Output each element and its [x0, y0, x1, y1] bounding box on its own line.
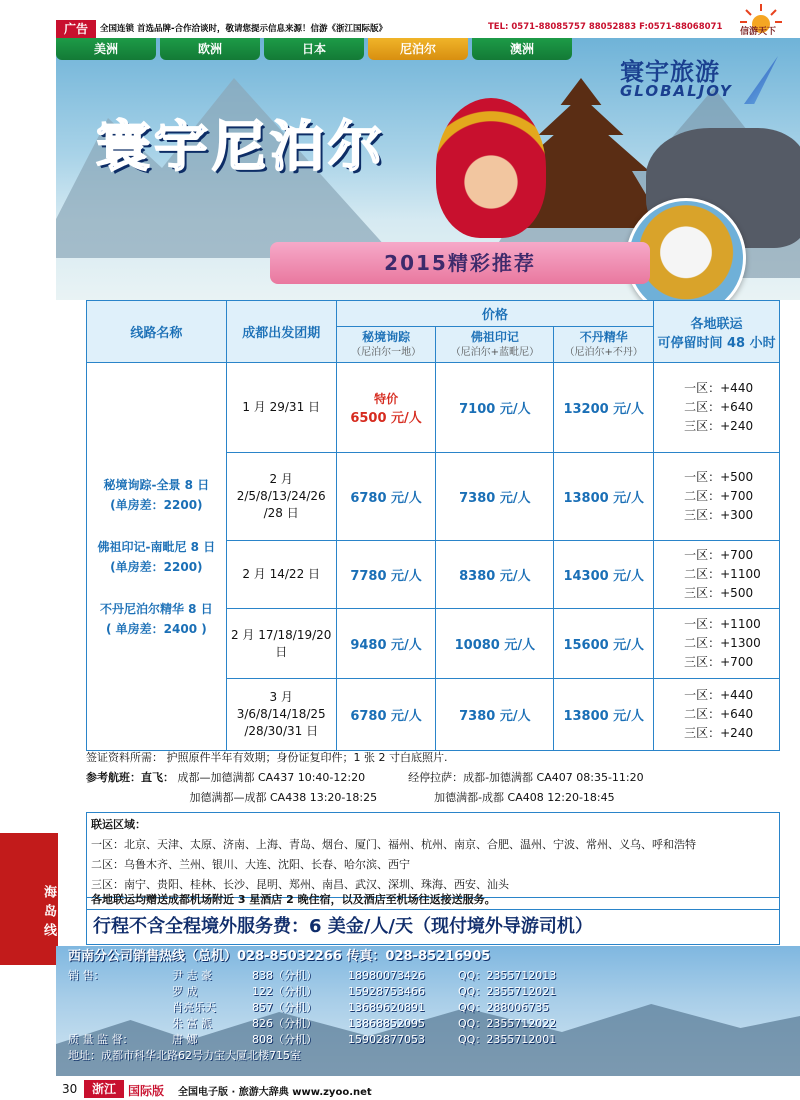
contact-mobile[interactable]: 13689620891: [348, 1001, 425, 1014]
contact-name: 尹 志 豪: [172, 969, 212, 982]
col-price-3: [554, 327, 654, 363]
contact-qq: QQ：2355712001: [458, 1033, 557, 1046]
recommend-banner: 2015精彩推荐: [270, 242, 650, 284]
extra-fee-cell: [654, 453, 780, 541]
col-price: 价格: [336, 301, 653, 327]
price-table: [86, 300, 780, 751]
contact-ext: 122（分机）: [252, 985, 317, 998]
sales-hotline: 西南分公司销售热线（总机）028-85032266 传真：028-85216905: [68, 949, 491, 964]
col-price-1: [336, 327, 436, 363]
contact-row: [68, 1032, 588, 1048]
region-1: 一区：北京、天津、太原、济南、上海、青岛、烟台、厦门、福州、杭州、南京、合肥、温州、宁波、常州、义乌、呼和浩特: [91, 838, 696, 851]
contact-label: 销 售：: [68, 969, 105, 982]
route-single-supplement: (单房差：2200): [110, 559, 203, 574]
table-row: [87, 363, 780, 453]
col-date: 成都出发团期: [226, 301, 336, 363]
page-footer: [0, 1076, 800, 1100]
col-price-2-sub: （尼泊尔+蓝毗尼）: [450, 346, 540, 358]
col-price-1-name: 秘境询踪: [362, 329, 411, 344]
price-cell: 7780 元/人: [336, 541, 436, 609]
extra-fee: 一区：+440: [684, 688, 754, 702]
extra-fee: 二区：+640: [684, 400, 754, 414]
flight-row: [86, 768, 780, 788]
regions-box: [86, 812, 780, 898]
contact-name: 朱 富 派: [172, 1017, 212, 1030]
nav-tab-japan[interactable]: 日本: [264, 38, 364, 60]
col-extra-line1: 各地联运: [690, 316, 743, 332]
departure-date: 2 月 14/22 日: [226, 541, 336, 609]
nav-tab-europe[interactable]: 欧洲: [160, 38, 260, 60]
flight-return: 加德满都—成都 CA438 13:20-18:25: [189, 791, 378, 804]
contact-ext: 838（分机）: [252, 969, 317, 982]
price-cell: 14300 元/人: [554, 541, 654, 609]
contact-qq: QQ：2355712013: [458, 969, 557, 982]
contact-label: 质 量 监 督：: [68, 1033, 134, 1046]
extra-fee: 三区：+240: [684, 419, 754, 433]
contact-qq: QQ：2355712022: [458, 1017, 557, 1030]
flight-row: [86, 788, 780, 808]
route-list-cell: [87, 363, 227, 751]
departure-date: 2 月 2/5/8/13/24/26 /28 日: [226, 453, 336, 541]
extra-fee-cell: [654, 541, 780, 609]
contact-mobile[interactable]: 15928753466: [348, 985, 425, 998]
page-number: 30: [62, 1082, 78, 1096]
price-cell: 13800 元/人: [554, 679, 654, 751]
contact-qq: QQ：2355712021: [458, 985, 557, 998]
special-price-label: 特价: [374, 391, 399, 406]
flight-outbound: 成都—加德满都 CA437 10:40-12:20: [177, 771, 366, 784]
contact-list: [68, 946, 588, 1064]
flight-outbound-via-lhasa: 经停拉萨：成都-加德满都 CA407 08:35-11:20: [408, 771, 644, 784]
price-value: 6500 元/人: [350, 410, 422, 426]
service-fee-notice: 行程不含全程境外服务费：6 美金/人/天（现付境外导游司机）: [86, 909, 780, 945]
price-cell: 6780 元/人: [336, 679, 436, 751]
kumari-graphic: [436, 98, 546, 238]
price-cell: 13800 元/人: [554, 453, 654, 541]
route-name: 不丹尼泊尔精华 8 日: [100, 601, 213, 616]
contact-name: 罗 成: [172, 985, 198, 998]
col-price-3-name: 不丹精华: [579, 329, 628, 344]
ad-notice: 全国连锁 首选品牌-合作洽谈时，敬请您提示信息来源！信游《浙江国际版》: [100, 24, 387, 34]
extra-fee: 一区：+700: [684, 548, 754, 562]
departure-date: 3 月 3/6/8/14/18/25 /28/30/31 日: [226, 679, 336, 751]
route-name: 佛祖印记-南毗尼 8 日: [97, 539, 216, 554]
contact-ext: 808（分机）: [252, 1033, 317, 1046]
price-cell: 13200 元/人: [554, 363, 654, 453]
contact-qq: QQ：288006735: [458, 1001, 550, 1014]
col-extra-line2: 可停留时间 48 小时: [657, 335, 776, 351]
price-cell: 7380 元/人: [436, 453, 554, 541]
region-3: 三区：南宁、贵阳、桂林、长沙、昆明、郑州、南昌、武汉、深圳、珠海、西安、汕头: [91, 878, 509, 891]
extra-fee: 三区：+240: [684, 726, 754, 740]
extra-fee: 二区：+1100: [684, 567, 761, 581]
extra-fee: 二区：+640: [684, 707, 754, 721]
col-extra: [654, 301, 780, 363]
sail-icon: [744, 56, 778, 104]
col-route: 线路名称: [87, 301, 227, 363]
col-price-2-name: 佛祖印记: [470, 329, 519, 344]
contact-row: [68, 1000, 588, 1016]
extra-fee-cell: [654, 363, 780, 453]
section-side-tab[interactable]: 海岛线: [0, 833, 58, 965]
logo-text: 信游天下: [740, 27, 777, 37]
nav-tab-americas[interactable]: 美洲: [56, 38, 156, 60]
col-price-2: [436, 327, 554, 363]
extra-fee: 三区：+700: [684, 655, 754, 669]
contact-row: [68, 984, 588, 1000]
contact-ext: 857（分机）: [252, 1001, 317, 1014]
nav-tab-australia[interactable]: 澳洲: [472, 38, 572, 60]
contact-ext: 826（分机）: [252, 1017, 317, 1030]
company-address: 地址：成都市科华北路62号力宝大厦北楼715室: [68, 1049, 301, 1062]
brand-logo: [620, 52, 790, 112]
extra-fee: 一区：+1100: [684, 617, 761, 631]
extra-fee-cell: [654, 609, 780, 679]
route-single-supplement: ( 单房差：2400 ): [106, 621, 207, 636]
notes-section: [86, 748, 780, 808]
destination-nav: [56, 38, 576, 62]
nav-tab-nepal[interactable]: 尼泊尔: [368, 38, 468, 60]
footer-text[interactable]: 全国电子版 · 旅游大辞典 www.zyoo.net: [178, 1087, 372, 1098]
col-price-1-sub: （尼泊尔一地）: [351, 346, 422, 358]
extra-fee: 三区：+500: [684, 586, 754, 600]
contact-row: [68, 1016, 588, 1032]
price-cell: [336, 363, 436, 453]
price-cell: 9480 元/人: [336, 609, 436, 679]
price-cell: 10080 元/人: [436, 609, 554, 679]
price-cell: 7100 元/人: [436, 363, 554, 453]
price-cell: 6780 元/人: [336, 453, 436, 541]
hotel-note: 各地联运均赠送成都机场附近 3 星酒店 2 晚住宿，以及酒店至机场往返接送服务。: [86, 891, 780, 909]
contact-name: 肖亮乐天: [172, 1001, 216, 1014]
departure-date: 1 月 29/31 日: [226, 363, 336, 453]
extra-fee-cell: [654, 679, 780, 751]
brand-name-en: GLOBALJOY: [620, 82, 733, 100]
price-cell: 8380 元/人: [436, 541, 554, 609]
contact-tel: TEL: 0571-88085757 88052883 F:0571-88068071: [488, 22, 723, 32]
hero-title: 寰宇尼泊尔: [96, 115, 386, 178]
extra-fee: 二区：+1300: [684, 636, 761, 650]
contact-row: [68, 968, 588, 984]
price-cell: 15600 元/人: [554, 609, 654, 679]
edition-name: 国际版: [128, 1084, 165, 1098]
contact-mobile[interactable]: 15902877053: [348, 1033, 425, 1046]
price-cell: 7380 元/人: [436, 679, 554, 751]
col-price-3-sub: （尼泊尔+不丹）: [564, 346, 643, 358]
departure-date: 2 月 17/18/19/20 日: [226, 609, 336, 679]
brand-name-cn: 寰宇旅游: [620, 58, 720, 86]
extra-fee: 一区：+440: [684, 381, 754, 395]
ad-tag: 广告: [56, 20, 96, 38]
contact-section: [56, 946, 800, 1076]
flight-label: 参考航班：直飞：: [86, 771, 174, 784]
route-name: 秘境询踪-全景 8 日: [103, 477, 210, 492]
contact-mobile[interactable]: 18980073426: [348, 969, 425, 982]
flight-return-via-lhasa: 加德满都-成都 CA408 12:20-18:45: [434, 791, 615, 804]
regions-title: 联运区域：: [91, 818, 146, 831]
region-2: 二区：乌鲁木齐、兰州、银川、大连、沈阳、长春、哈尔滨、西宁: [91, 858, 410, 871]
visa-requirements: 签证资料所需： 护照原件半年有效期；身份证复印件；1 张 2 寸白底照片.: [86, 751, 448, 764]
extra-fee: 一区：+500: [684, 470, 754, 484]
route-single-supplement: (单房差：2200): [110, 497, 203, 512]
edition-region: 浙江: [84, 1080, 124, 1098]
extra-fee: 三区：+300: [684, 508, 754, 522]
extra-fee: 二区：+700: [684, 489, 754, 503]
top-ad-strip: [0, 0, 800, 38]
contact-mobile[interactable]: 13868852095: [348, 1017, 425, 1030]
contact-name: 唐 娜: [172, 1033, 198, 1046]
